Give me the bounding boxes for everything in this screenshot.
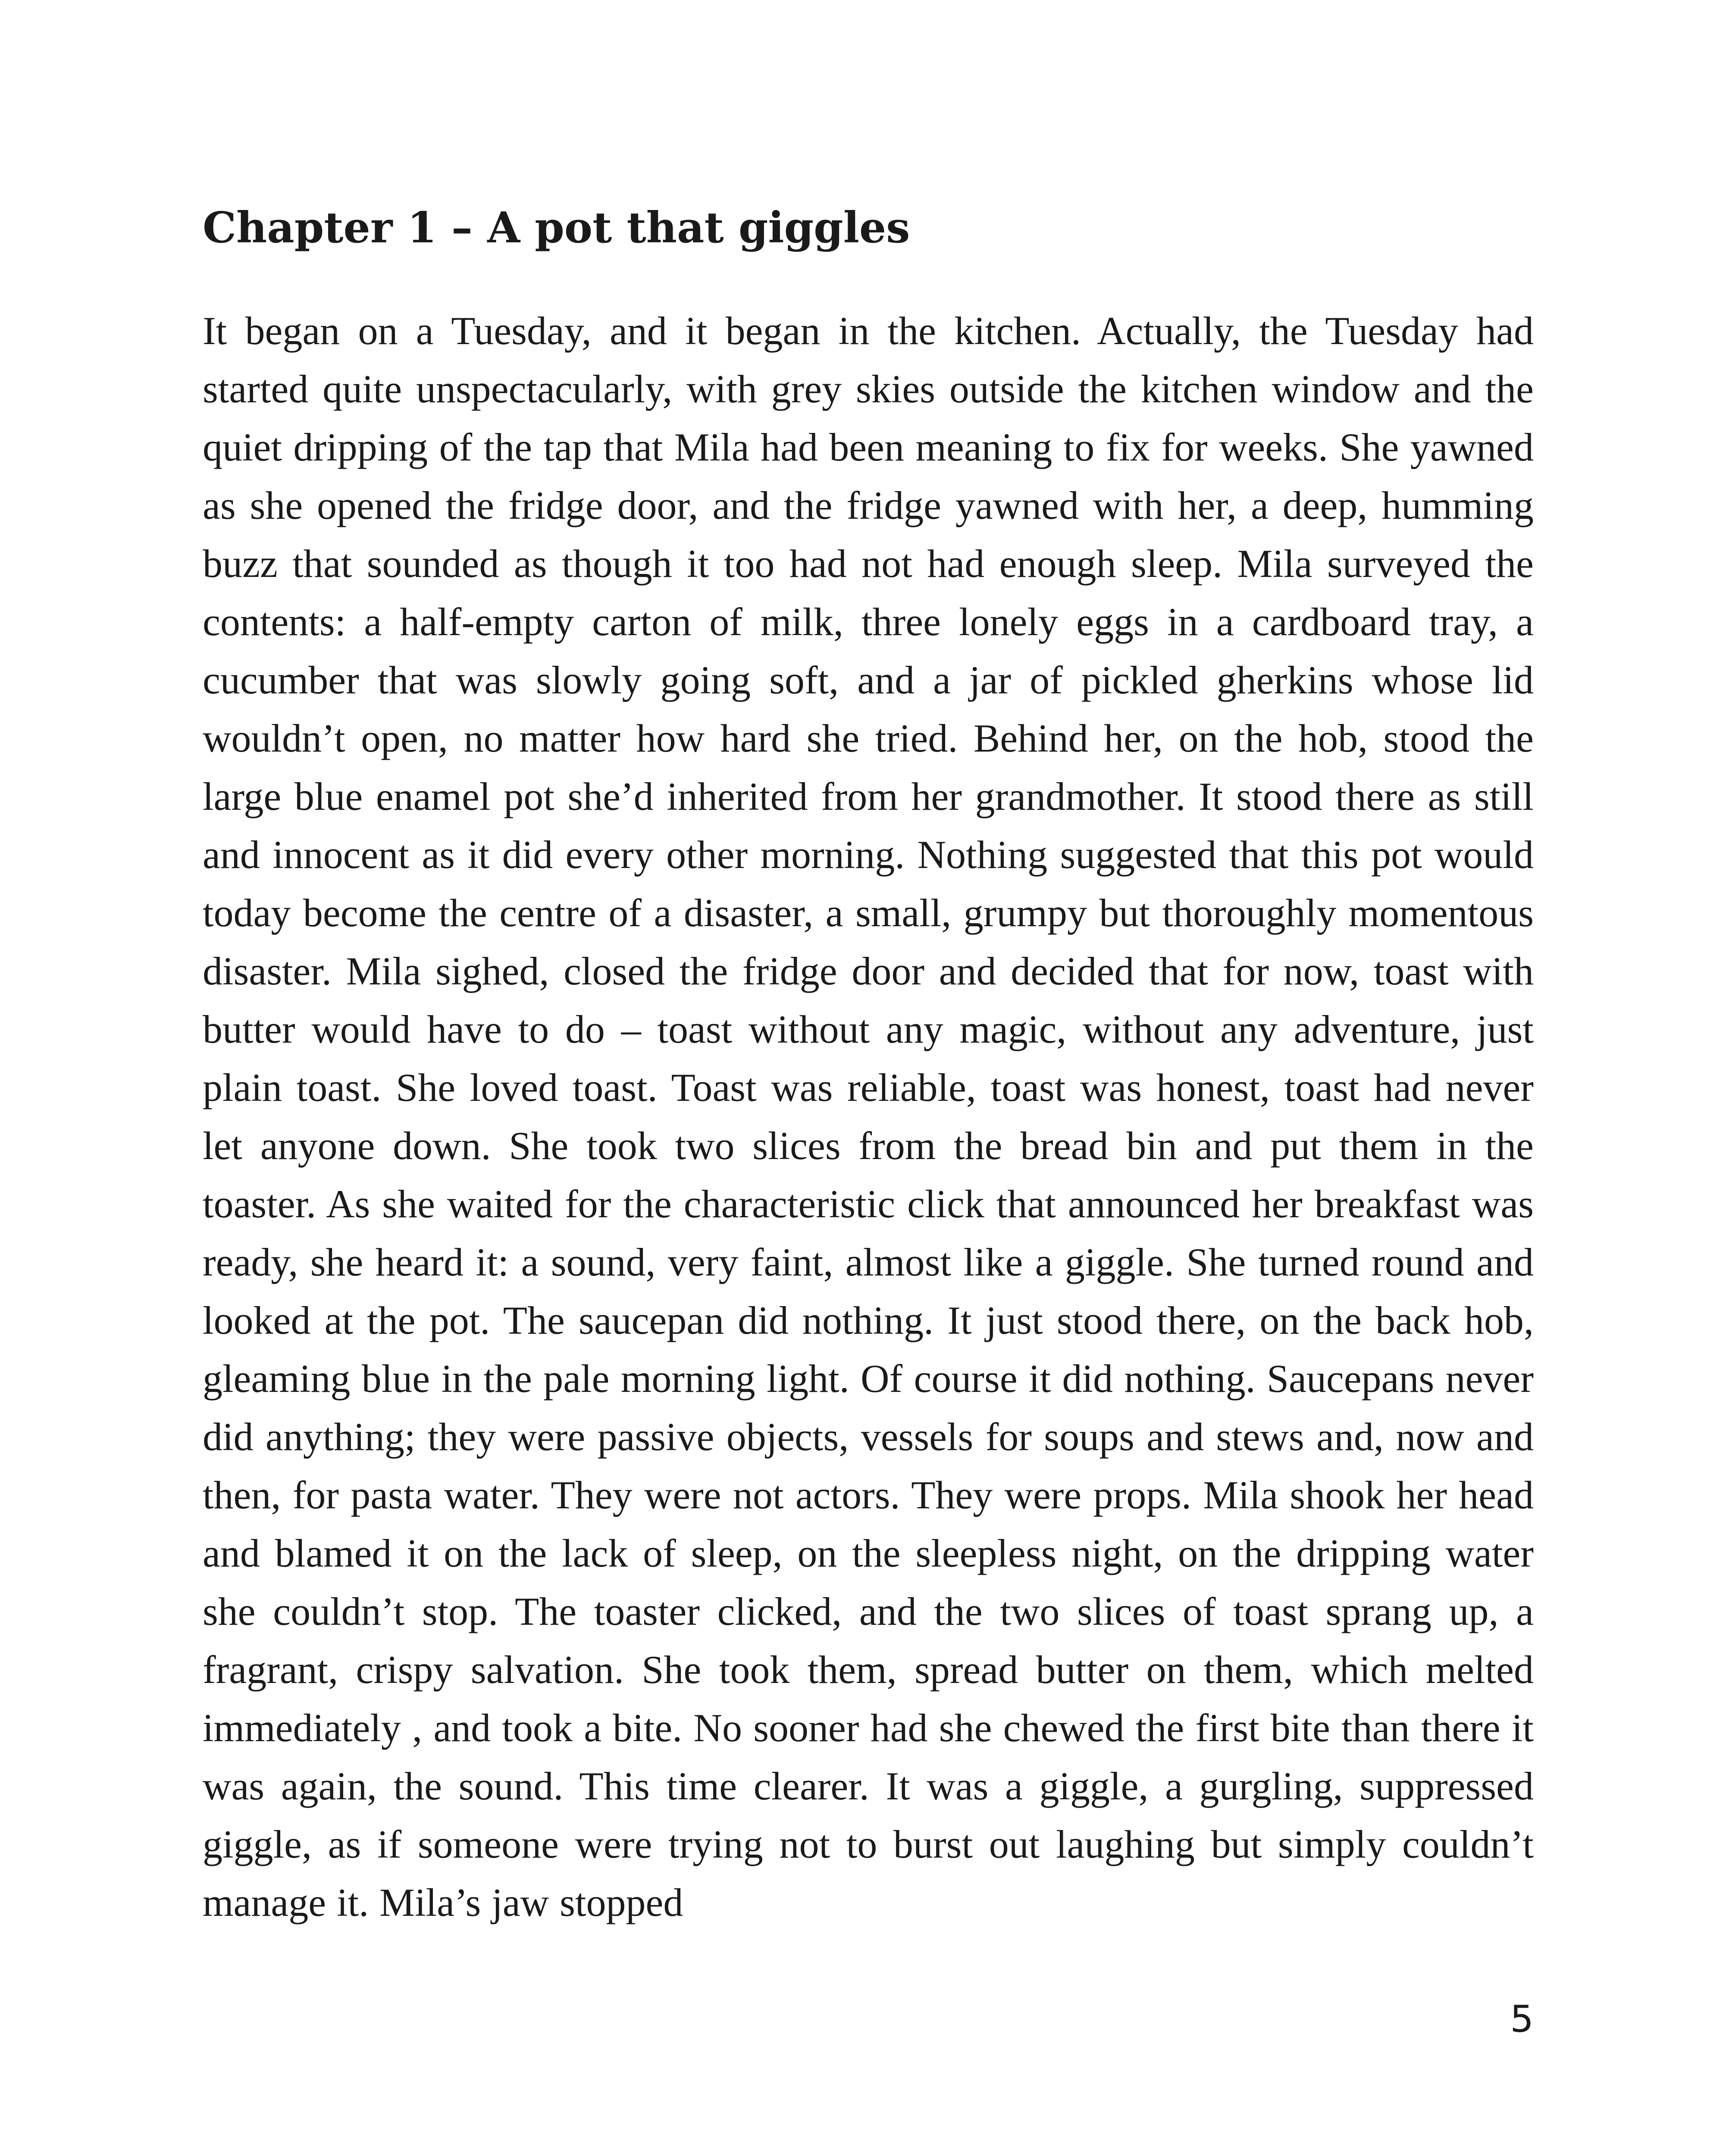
page-number: 5 [1510,1998,1534,2041]
chapter-body-text: It began on a Tuesday, and it began in the kitchen. Actually, the Tuesday had started quite unspectacularly, with grey skies outside the kitchen window and the quiet dripping of the tap that Mila had been meaning to fix for weeks. She yawned as she opened the fridge door, and the fridge yawned with her, a deep, humming buzz that sounded as though it too had not had enough sleep. Mila surveyed the contents: a half-empty carton of milk, three lonely eggs in a cardboard tray, a cucumber that was slowly going soft, and a jar of pickled gherkins whose lid wouldn’t open, no matter how hard she tried. Behind her, on the hob, stood the large blue enamel pot she’d inherited from her grandmother. It stood there as still and innocent as it did every other morning. Nothing suggested that this pot would today become the centre of a disaster, a small, grumpy but thoroughly momentous disaster. Mila sighed, closed the fridge door and decided that for now, toast with butter would have to do – toast without any magic, without any adventure, just plain toast. She loved toast. Toast was reliable, toast was honest, toast had never let anyone down. She took two slices from the bread bin and put them in the toaster. As she waited for the characteristic click that announced her breakfast was ready, she heard it: a sound, very faint, almost like a giggle. She turned round and looked at the pot. The saucepan did nothing. It just stood there, on the back hob, gleaming blue in the pale morning light. Of course it did nothing. Saucepans never did anything; they were passive objects, vessels for soups and stews and, now and then, for pasta water. They were not actors. They were props. Mila shook her head and blamed it on the lack of sleep, on the sleepless night, on the dripping water she couldn’t stop. The toaster clicked, and the two slices of toast sprang up, a fragrant, crispy salvation. She took them, spread butter on them, which melted immediately , and took a bite. No sooner had she chewed the first bite than there it was again, the sound. This time clearer. It was a giggle, a gurgling, suppressed giggle, as if someone were trying not to burst out laughing but simply couldn’t manage it. Mila’s jaw stopped [203,309,1534,1924]
chapter-title: Chapter 1 – A pot that giggles [203,203,910,253]
